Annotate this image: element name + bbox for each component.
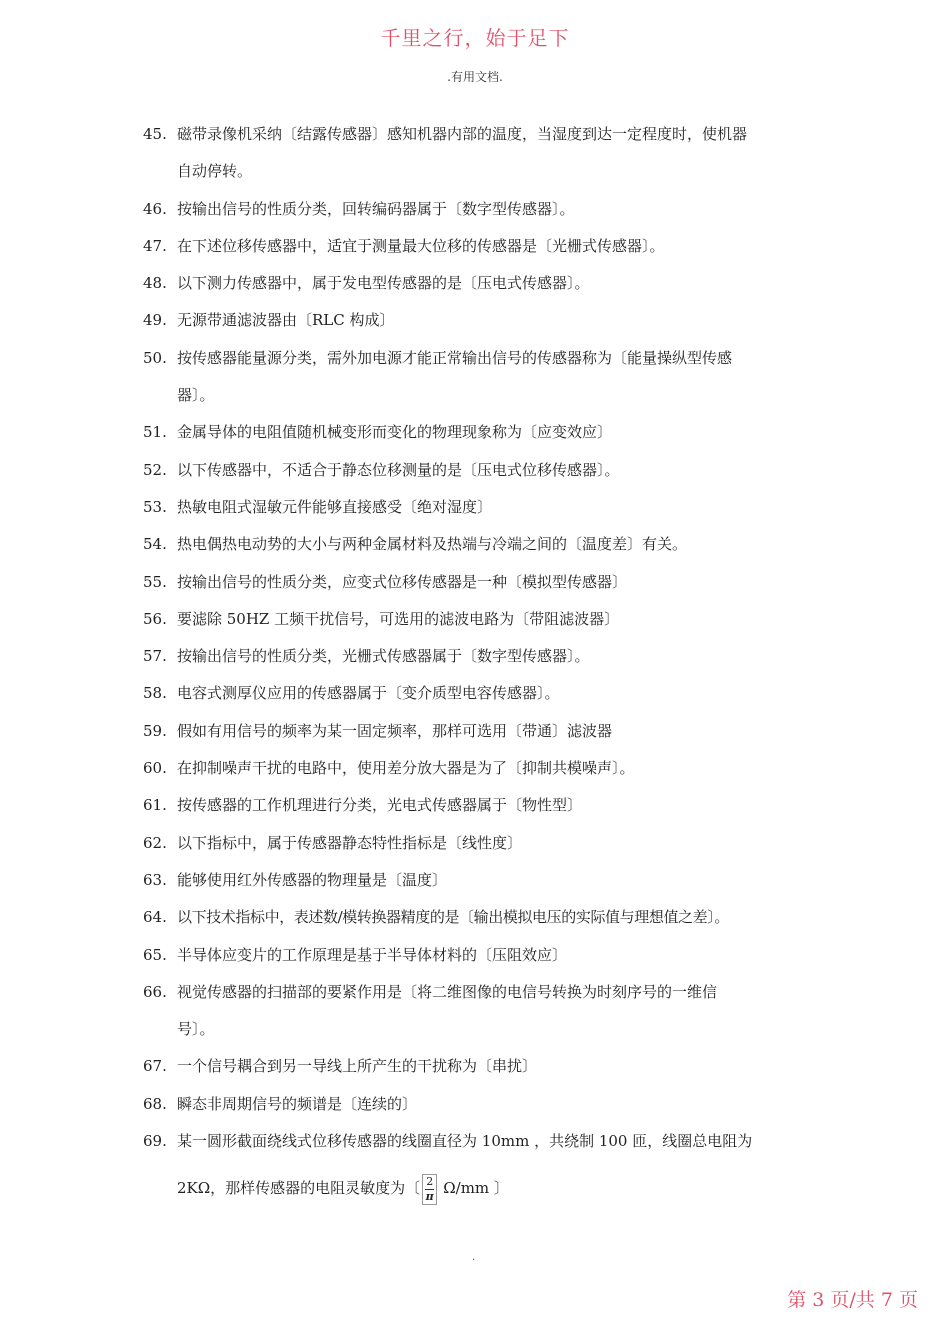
item-text <box>177 302 815 339</box>
list-item <box>143 1086 815 1123</box>
item-number: 56. <box>143 609 167 628</box>
item-line: 热敏电阻式湿敏元件能够直接感受〔绝对湿度〕 <box>177 497 493 516</box>
list-item <box>143 228 815 265</box>
item-line: 以下技术指标中，表述数/模转换器精度的是〔输出模拟电压的实际值与理想值之差〕。 <box>177 908 729 927</box>
item-number: 62. <box>143 833 167 852</box>
item-line: 自动停转。 <box>177 162 253 181</box>
item-text <box>177 638 815 675</box>
item-text <box>177 750 815 787</box>
item-number: 55. <box>143 572 167 591</box>
item-number: 63. <box>143 870 167 889</box>
item-text <box>177 191 815 228</box>
list-item <box>143 452 815 489</box>
item-text <box>177 601 815 638</box>
item-line: 按输出信号的性质分类，应变式位移传感器是一种〔模拟型传感器〕 <box>177 572 628 591</box>
item-number: 53. <box>143 497 167 516</box>
item-text <box>177 825 815 862</box>
item-text <box>177 974 815 1049</box>
list-item <box>143 974 815 1049</box>
item-line: 以下测力传感器中，属于发电型传感器的是〔压电式传感器〕。 <box>177 274 590 293</box>
item-line: 瞬态非周期信号的频谱是〔连续的〕 <box>177 1094 418 1113</box>
formula-prefix: 2KΩ，那样传感器的电阻灵敏度为〔 <box>177 1179 421 1198</box>
item-number: 47. <box>143 236 167 255</box>
item-line: 在下述位移传感器中，适宜于测量最大位移的传感器是〔光栅式传感器〕。 <box>177 236 665 255</box>
list-item <box>143 489 815 526</box>
list-item <box>143 265 815 302</box>
page-number: 第 3 页/共 7 页 <box>787 1289 918 1311</box>
item-number: 57. <box>143 647 167 666</box>
item-line: 视觉传感器的扫描部的要紧作用是〔将二维图像的电信号转换为时刻序号的一维信 <box>177 982 718 1001</box>
fraction <box>422 1174 437 1205</box>
item-line-formula <box>177 1170 815 1207</box>
item-number: 65. <box>143 945 167 964</box>
formula-suffix: Ω/mm 〕 <box>443 1179 509 1198</box>
list-item <box>143 750 815 787</box>
item-number: 51. <box>143 423 167 442</box>
item-number: 46. <box>143 199 167 218</box>
list-item <box>143 564 815 601</box>
item-text <box>177 564 815 601</box>
item-line: 以下传感器中，不适合于静态位移测量的是〔压电式位移传感器〕。 <box>177 460 620 479</box>
item-text <box>177 713 815 750</box>
item-number: 48. <box>143 274 167 293</box>
list-item <box>143 1123 815 1208</box>
list-item <box>143 862 815 899</box>
item-text <box>177 1086 815 1123</box>
item-line: 无源带通滤波器由〔RLC 构成〕 <box>177 311 395 330</box>
item-number: 58. <box>143 684 167 703</box>
item-number: 61. <box>143 796 167 815</box>
footer-dot: . <box>472 1252 476 1263</box>
item-number: 66. <box>143 982 167 1001</box>
item-line: 按传感器能量源分类，需外加电源才能正常输出信号的传感器称为〔能量操纵型传感 <box>177 348 733 367</box>
item-text <box>177 265 815 302</box>
item-text <box>177 675 815 712</box>
list-item <box>143 340 815 415</box>
item-line: 按输出信号的性质分类，光栅式传感器属于〔数字型传感器〕。 <box>177 647 590 666</box>
item-line: 金属导体的电阻值随机械变形而变化的物理现象称为〔应变效应〕 <box>177 423 613 442</box>
item-number: 68. <box>143 1094 167 1113</box>
item-text <box>177 899 815 936</box>
list-item <box>143 675 815 712</box>
item-line: 以下指标中，属于传感器静态特性指标是〔线性度〕 <box>177 833 523 852</box>
list-item <box>143 191 815 228</box>
item-text <box>177 414 815 451</box>
list-item <box>143 601 815 638</box>
list-item <box>143 825 815 862</box>
item-line: 器〕。 <box>177 386 215 405</box>
fraction-denominator: π <box>425 1189 434 1203</box>
list-item <box>143 937 815 974</box>
list-item <box>143 1048 815 1085</box>
item-number: 52. <box>143 460 167 479</box>
item-text <box>177 116 815 191</box>
question-list <box>143 116 815 1208</box>
item-line: 假如有用信号的频率为某一固定频率，那样可选用〔带通〕滤波器 <box>177 721 613 740</box>
list-item <box>143 302 815 339</box>
item-number: 50. <box>143 348 167 367</box>
item-line: 要滤除 50HZ 工频干扰信号，可选用的滤波电路为〔带阻滤波器〕 <box>177 609 620 628</box>
item-text <box>177 489 815 526</box>
item-text <box>177 526 815 563</box>
item-number: 59. <box>143 721 167 740</box>
list-item <box>143 713 815 750</box>
item-number: 64. <box>143 908 167 927</box>
item-number: 60. <box>143 759 167 778</box>
item-text <box>177 452 815 489</box>
item-line: 能够使用红外传感器的物理量是〔温度〕 <box>177 870 448 889</box>
item-line: 号〕。 <box>177 1020 215 1039</box>
header-title: 千里之行，始于足下 <box>380 26 570 50</box>
item-number: 67. <box>143 1057 167 1076</box>
item-line: 按传感器的工作机理进行分类，光电式传感器属于〔物性型〕 <box>177 796 583 815</box>
item-line: 按输出信号的性质分类，回转编码器属于〔数字型传感器〕。 <box>177 199 575 218</box>
fraction-numerator: 2 <box>426 1174 434 1188</box>
item-text <box>177 228 815 265</box>
item-line: 磁带录像机采纳〔结露传感器〕感知机器内部的温度，当湿度到达一定程度时，使机器 <box>177 125 748 143</box>
list-item <box>143 116 815 191</box>
item-number: 54. <box>143 535 167 554</box>
list-item <box>143 638 815 675</box>
item-number: 49. <box>143 311 167 330</box>
item-line: 在抑制噪声干扰的电路中，使用差分放大器是为了〔抑制共模噪声〕。 <box>177 759 635 778</box>
item-text <box>177 937 815 974</box>
item-number: 45. <box>143 125 167 143</box>
list-item <box>143 414 815 451</box>
list-item <box>143 899 815 936</box>
item-text <box>177 862 815 899</box>
item-text <box>177 1048 815 1085</box>
item-text <box>177 340 815 415</box>
item-text <box>177 1123 815 1208</box>
item-number: 69. <box>143 1132 167 1151</box>
item-line: 一个信号耦合到另一导线上所产生的干扰称为〔串扰〕 <box>177 1057 538 1076</box>
header-subtitle: .有用文档. <box>447 70 503 84</box>
item-text <box>177 787 815 824</box>
list-item <box>143 526 815 563</box>
item-line: 电容式测厚仪应用的传感器属于〔变介质型电容传感器〕。 <box>177 684 560 703</box>
item-line: 热电偶热电动势的大小与两种金属材料及热端与冷端之间的〔温度差〕有关。 <box>177 535 688 554</box>
item-line: 半导体应变片的工作原理是基于半导体材料的〔压阻效应〕 <box>177 945 568 964</box>
list-item <box>143 787 815 824</box>
item-line: 某一圆形截面绕线式位移传感器的线圈直径为 10mm ，共绕制 100 匝，线圈总电阻为 <box>177 1132 753 1151</box>
